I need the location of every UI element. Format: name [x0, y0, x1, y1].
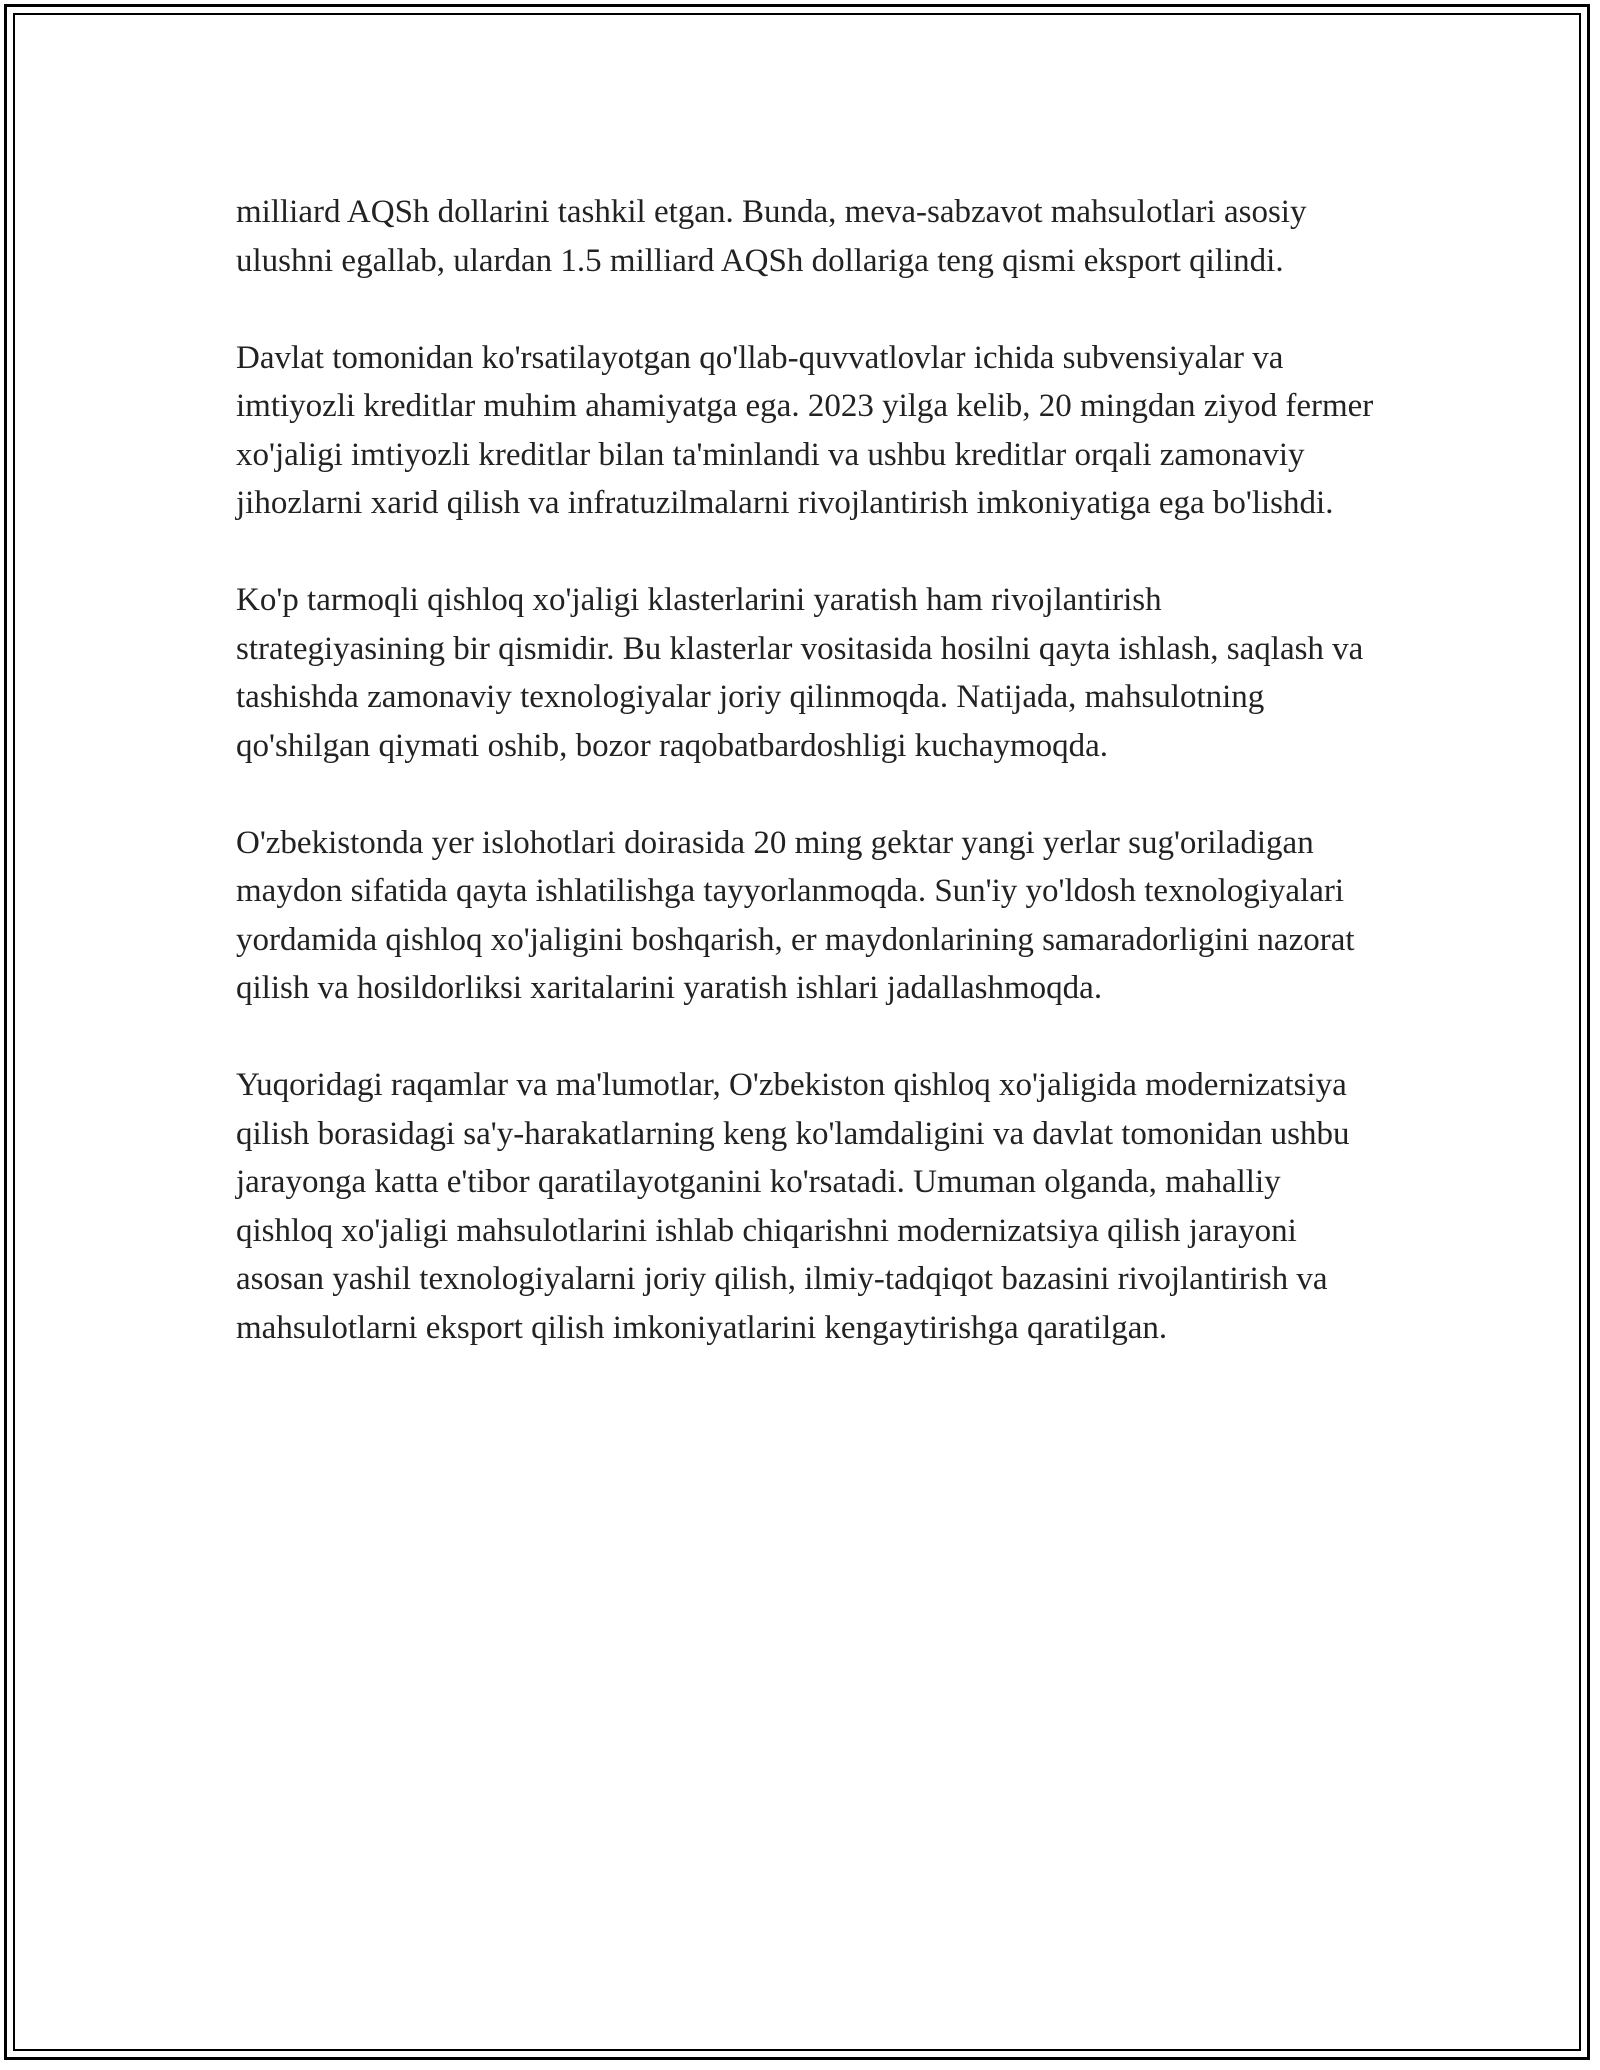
paragraph-state-support: Davlat tomonidan ko'rsatilayotgan qo'llab-quvvatlovlar ichida subvensiyalar va imtiyozli kreditlar muhim ahamiyatga ega. 2023 yilga kelib, 20 mingdan ziyod fermer xo'jaligi imtiyozli kreditlar bilan ta'minlandi va ushbu kreditlar orqali zamonaviy jihozlarni xarid qilish va infratuzilmalarni rivojlantirish imkoniyatiga ega bo'lishdi.: [236, 339, 1374, 521]
paragraph-land-reform: O'zbekistonda yer islohotlari doirasida 20 ming gektar yangi yerlar sug'oriladigan maydon sifatida qayta ishlatilishga tayyorlanmoqda. Sun'iy yo'ldosh texnologiyalari yordamida qishloq xo'jaligini boshqarish, er maydonlarining samaradorligini nazorat qilish va hosildorliksi xaritalarini yaratish ishlari jadallashmoqda.: [236, 824, 1355, 1006]
paragraph-conclusion: Yuqoridagi raqamlar va ma'lumotlar, O'zbekiston qishloq xo'jaligida modernizatsiya qilish borasidagi sa'y-harakatlarning keng ko'lamdaligini va davlat tomonidan ushbu jarayonga katta e'tibor qaratilayotganini ko'rsatadi. Umuman olganda, mahalliy qishloq xo'jaligi mahsulotlarini ishlab chiqarishni modernizatsiya qilish jarayoni asosan yashil texnologiyalarni joriy qilish, ilmiy-tadqiqot bazasini rivojlantirish va mahsulotlarni eksport qilish imkoniyatlarini kengaytirishga qaratilgan.: [236, 1067, 1350, 1346]
paragraph-clusters: Ko'p tarmoqli qishloq xo'jaligi klasterlarini yaratish ham rivojlantirish strategiyasining bir qismidir. Bu klasterlar vositasida hosilni qayta ishlash, saqlash va tashishda zamonaviy texnologiyalar joriy qilinmoqda. Natijada, mahsulotning qo'shilgan qiymati oshib, bozor raqobatbardoshligi kuchaymoqda.: [236, 582, 1364, 764]
document-body: [236, 188, 1376, 1401]
paragraph-export-summary: milliard AQSh dollarini tashkil etgan. Bunda, meva-sabzavot mahsulotlari asosiy ulushni egallab, ulardan 1.5 milliard AQSh dollariga teng qismi eksport qilindi.: [236, 194, 1307, 279]
